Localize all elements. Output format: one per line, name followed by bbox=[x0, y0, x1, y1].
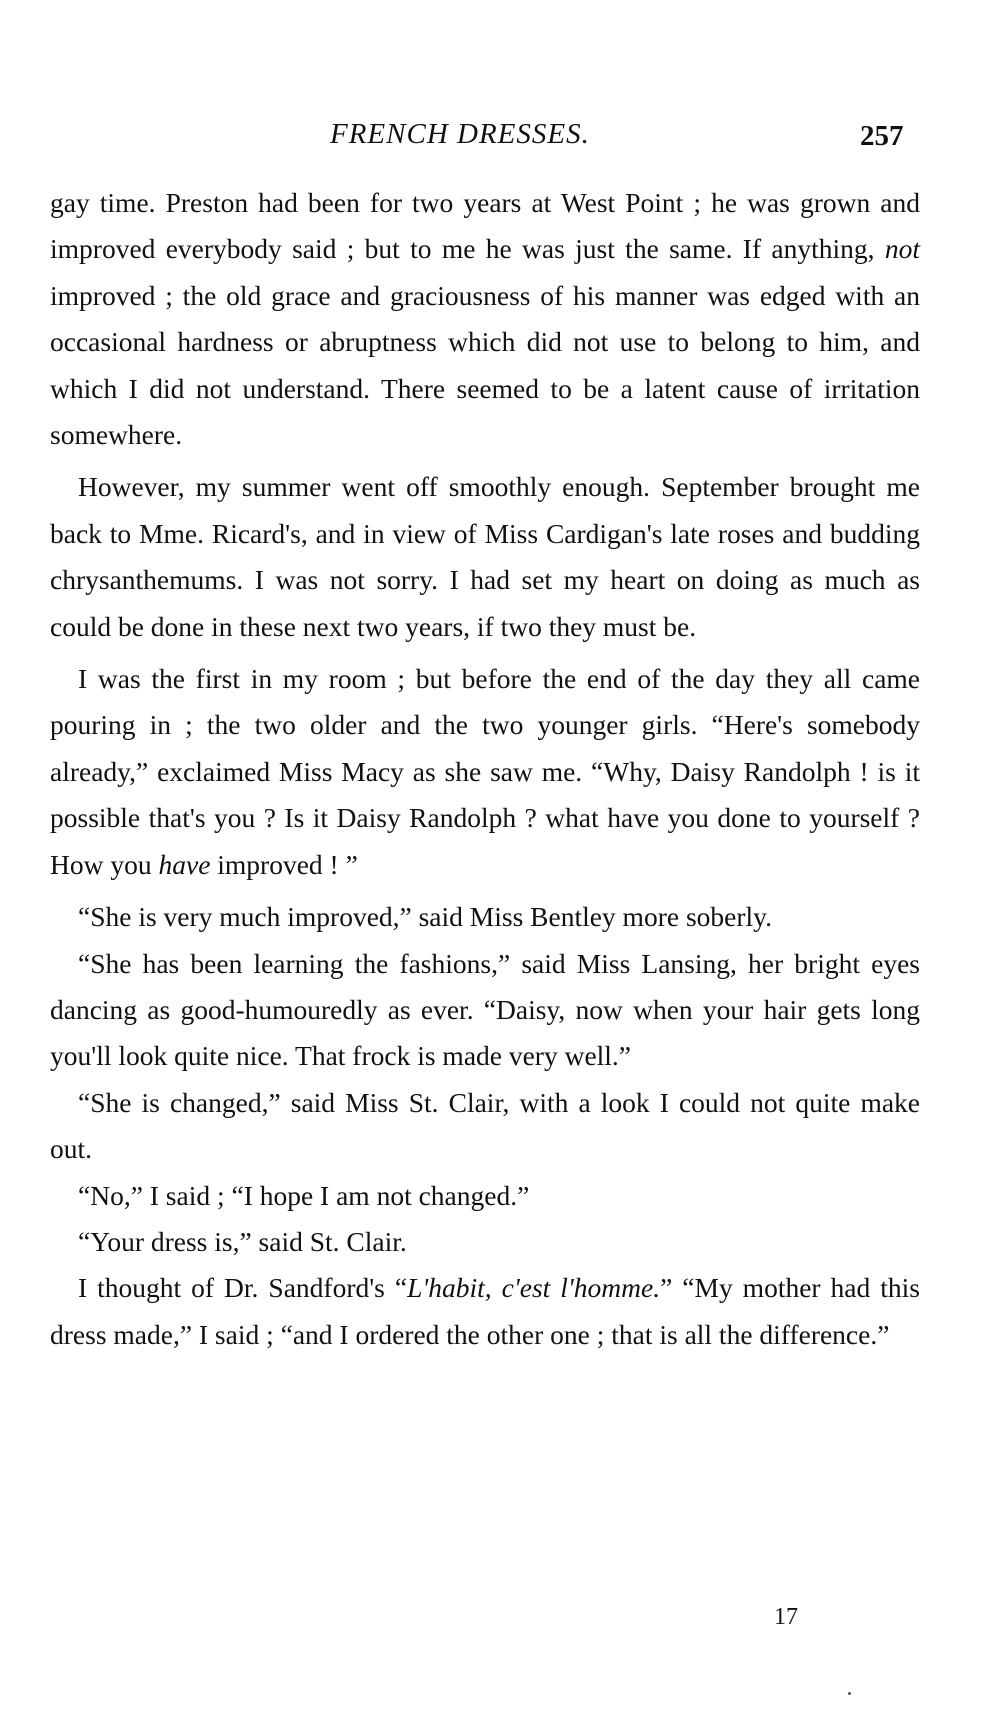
paragraph-1-emphasis: not bbox=[884, 233, 920, 265]
paragraph-3-emphasis: have bbox=[158, 848, 211, 880]
paragraph-3 bbox=[50, 656, 920, 888]
stray-dot bbox=[848, 1692, 851, 1695]
paragraph-6: “She is changed,” said Miss St. Clair, with a look I could not quite make out. bbox=[50, 1086, 920, 1165]
paragraph-2: However, my summer went off smoothly enough. September brought me back to Mme. Ricard's, and in view of Miss Cardigan's late roses and budding chrysanthemums. I was not sorry. I had set my heart on doing as much as could be done in these next two years, if two they must be. bbox=[50, 471, 920, 642]
running-head bbox=[0, 118, 1000, 158]
paragraph-9-part-b: ” “My mother had this dress made,” I said ; “and I ordered the other one ; that is all the difference.” bbox=[50, 1272, 920, 1350]
paragraph-3-part-b: improved ! ” bbox=[210, 848, 358, 880]
signature-mark: 17 bbox=[774, 1604, 798, 1630]
paragraph-1 bbox=[50, 180, 920, 458]
paragraph-5: “She has been learning the fashions,” said Miss Lansing, her bright eyes dancing as good-humouredly as ever. “Daisy, now when your hair gets long you'll look quite nice. That frock is made very well.” bbox=[50, 947, 920, 1072]
paragraph-1-part-a: gay time. Preston had been for two years at West Point ; he was grown and improved everybody said ; but to me he was just the same. If anything, bbox=[50, 187, 920, 265]
paragraph-9 bbox=[50, 1265, 920, 1358]
paragraph-9-part-a: I thought of Dr. Sandford's “ bbox=[78, 1272, 408, 1304]
running-title: FRENCH DRESSES. bbox=[330, 118, 590, 150]
body-text bbox=[50, 180, 920, 1358]
paragraph-3-part-a: I was the first in my room ; but before the end of the day they all came pouring in ; the two older and the two younger girls. “Here's somebody already,” exclaimed Miss Macy as she saw me. “Why, Daisy Randolph ! is it possible that's you ? Is it Daisy Randolph ? what have you done to yourself ? How you bbox=[50, 663, 920, 880]
page-number: 257 bbox=[860, 120, 904, 152]
paragraph-8: “Your dress is,” said St. Clair. bbox=[78, 1225, 407, 1257]
paragraph-9-emphasis: L'habit, c'est l'homme. bbox=[407, 1272, 661, 1304]
paragraph-7: “No,” I said ; “I hope I am not changed.” bbox=[78, 1179, 530, 1211]
paragraph-4: “She is very much improved,” said Miss Bentley more soberly. bbox=[78, 901, 772, 933]
paragraph-1-part-b: improved ; the old grace and graciousness of his manner was edged with an occasional hardness or abruptness which did not use to belong to him, and which I did not understand. There seemed to be a latent cause of irritation somewhere. bbox=[50, 279, 920, 451]
